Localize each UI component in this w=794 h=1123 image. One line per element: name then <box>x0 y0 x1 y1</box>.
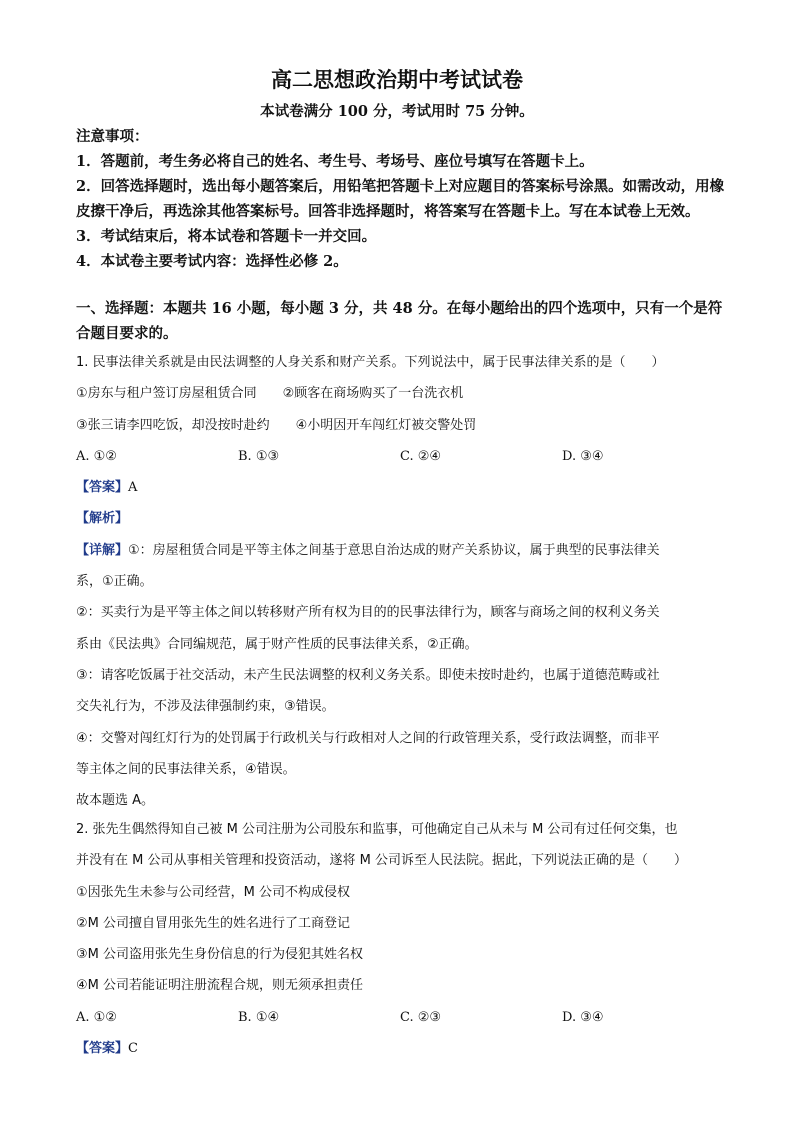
conclusion-line: 故本题选 A。 <box>76 793 155 809</box>
section-heading-block <box>76 296 726 346</box>
analysis-line <box>76 503 726 534</box>
option-c: C. ②③ <box>400 1009 442 1025</box>
detail-line: ②：买卖行为是平等主体之间以转移财产所有权为目的的民事法律行为，顾客与商场之间的权利义务关 <box>76 605 660 621</box>
option-b: B. ①④ <box>238 1009 280 1025</box>
answer-line <box>76 1033 726 1064</box>
question-stem: 2. 张先生偶然得知自己被 M 公司注册为公司股东和监事，可他确定自己从未与 M 公司有过任何交集，也 <box>76 822 678 837</box>
page-subtitle: 本试卷满分 100 分，考试用时 75 分钟。 <box>260 103 534 120</box>
answer-value: A <box>128 480 138 496</box>
notice-item: 3．考试结束后，将本试卷和答题卡一并交回。 <box>76 228 377 245</box>
question-statement: ③M 公司盗用张先生身份信息的行为侵犯其姓名权 <box>76 947 364 963</box>
detail-line: 系，①正确。 <box>76 574 153 590</box>
page-title: 高二思想政治期中考试试卷 <box>271 67 523 92</box>
notice-item: 2．回答选择题时，选出每小题答案后，用铅笔把答题卡上对应题目的答案标号涂黑。如需改动，用橡皮擦干净后，再选涂其他答案标号。回答非选择题时，将答案写在答题卡上。写在本试卷上无效。 <box>76 178 725 220</box>
answer-value: C <box>128 1041 138 1057</box>
analysis-tag: 【解析】 <box>76 511 129 527</box>
question-1 <box>76 347 726 816</box>
detail-line <box>76 535 726 566</box>
option-row <box>76 1002 726 1033</box>
detail-line: ③：请客吃饭属于社交活动，未产生民法调整的权利义务关系。即使未按时赴约，也属于道德范畴或社 <box>76 667 660 683</box>
option-c: C. ②④ <box>400 448 442 464</box>
detail-text: ①：房屋租赁合同是平等主体之间基于意思自治达成的财产关系协议，属于典型的民事法律关 <box>128 542 660 558</box>
question-statement: ③张三请李四吃饭，却没按时赴约 ④小明因开车闯红灯被交警处罚 <box>76 417 477 433</box>
question-stem: 并没有在 M 公司从事相关管理和投资活动，遂将 M 公司诉至人民法院。据此，下列说法正确的是（ ） <box>76 853 687 869</box>
answer-tag: 【答案】 <box>76 480 129 496</box>
answer-line <box>76 472 726 503</box>
option-b: B. ①③ <box>238 448 280 464</box>
notice-heading: 注意事项： <box>76 128 149 145</box>
detail-line: 交失礼行为，不涉及法律强制约束，③错误。 <box>76 699 335 715</box>
detail-line: 等主体之间的民事法律关系，④错误。 <box>76 761 296 777</box>
option-row <box>76 441 726 472</box>
question-statement: ②M 公司擅自冒用张先生的姓名进行了工商登记 <box>76 915 351 931</box>
option-d: D. ③④ <box>562 1009 604 1025</box>
detail-tag: 【详解】 <box>76 542 129 558</box>
notice-item: 4．本试卷主要考试内容：选择性必修 2。 <box>76 253 348 270</box>
question-statement: ①房东与租户签订房屋租赁合同 ②顾客在商场购买了一台洗衣机 <box>76 386 464 402</box>
answer-tag: 【答案】 <box>76 1041 129 1057</box>
notice-block <box>76 124 726 274</box>
section-heading: 一、选择题：本题共 16 小题，每小题 3 分，共 48 分。在每小题给出的四个选项中，只有一个是符合题目要求的。 <box>76 300 723 342</box>
option-a: A. ①② <box>76 1009 117 1025</box>
question-statement: ④M 公司若能证明注册流程合规，则无须承担责任 <box>76 978 364 994</box>
detail-line: 系由《民法典》合同编规范，属于财产性质的民事法律关系，②正确。 <box>76 636 478 652</box>
question-2 <box>76 814 726 1064</box>
detail-line: ④：交警对闯红灯行为的处罚属于行政机关与行政相对人之间的行政管理关系，受行政法调整，而非平 <box>76 730 660 746</box>
option-a: A. ①② <box>76 448 117 464</box>
notice-item: 1．答题前，考生务必将自己的姓名、考生号、考场号、座位号填写在答题卡上。 <box>76 153 594 170</box>
question-stem: 1. 民事法律关系就是由民法调整的人身关系和财产关系。下列说法中，属于民事法律关系的是（ ） <box>76 355 665 370</box>
question-statement: ①因张先生未参与公司经营，M 公司不构成侵权 <box>76 884 351 900</box>
option-d: D. ③④ <box>562 448 604 464</box>
